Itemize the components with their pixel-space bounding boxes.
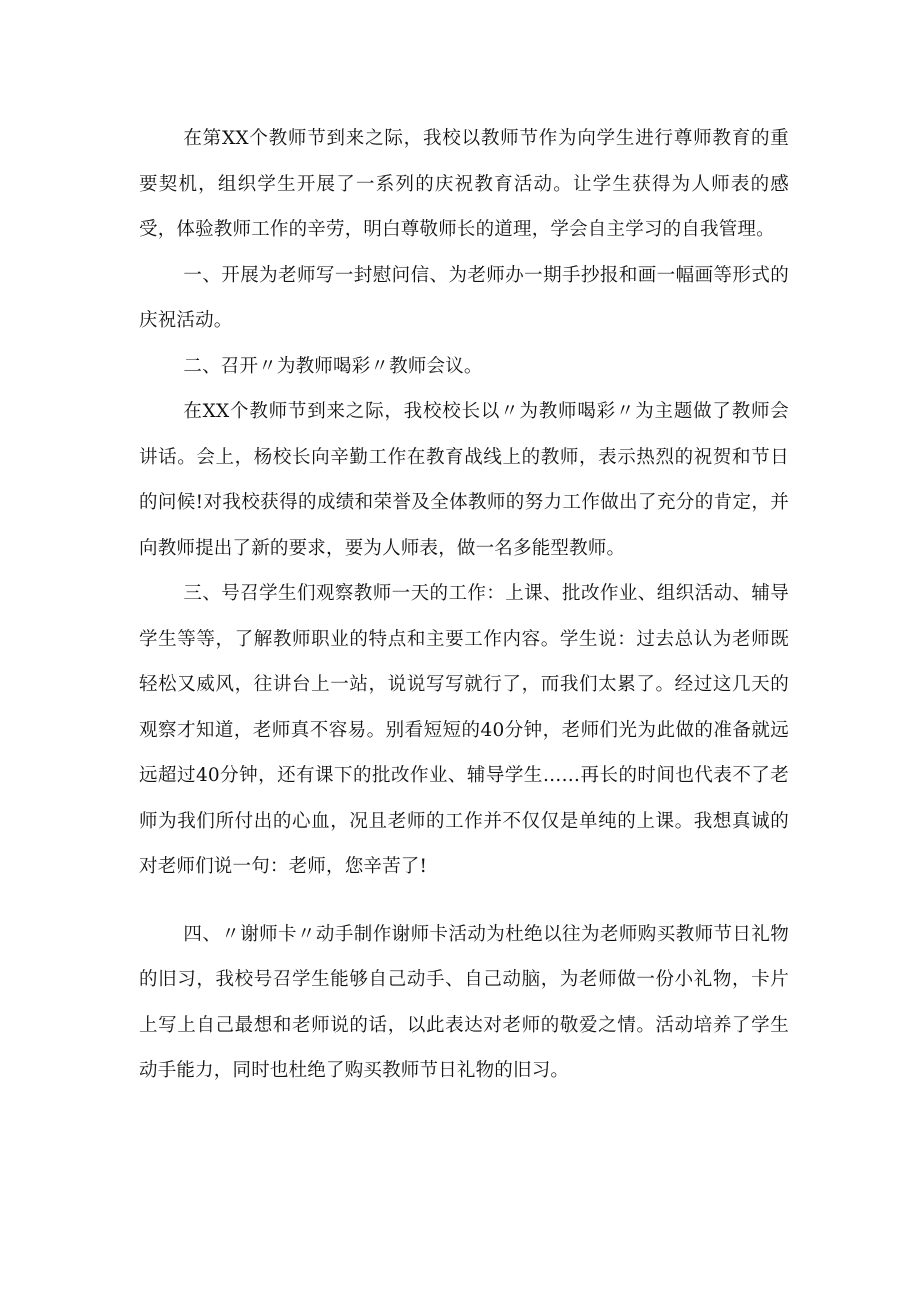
document-body xyxy=(139,116,789,1094)
paragraph-activity-4: 四、〃谢师卡〃动手制作谢师卡活动为杜绝以往为老师购买教师节日礼物的旧习，我校号召学生能够自己动手、自己动脑，为老师做一份小礼物，卡片上写上自己最想和老师说的话，以此表达对老师的敬爱之情。活动培养了学生动手能力，同时也杜绝了购买教师节日礼物的旧习。 xyxy=(139,923,789,1081)
paragraph-activity-1: 一、开展为老师写一封慰问信、为老师办一期手抄报和画一幅画等形式的庆祝活动。 xyxy=(139,264,789,331)
paragraph-activity-3: 三、号召学生们观察教师一天的工作：上课、批改作业、组织活动、辅导学生等等，了解教师职业的特点和主要工作内容。学生说：过去总认为老师既轻松又威风，往讲台上一站，说说写写就行了，而我们太累了。经过这几天的观察才知道，老师真不容易。别看短短的40分钟，老师们光为此做的准备就远远超过40分钟，还有课下的批改作业、辅导学生……再长的时间也代表不了老师为我们所付出的心血，况且老师的工作并不仅仅是单纯的上课。我想真诚的对老师们说一句：老师，您辛苦了! xyxy=(139,583,789,877)
paragraph-activity-2: 二、召开〃为教师喝彩〃教师会议。 xyxy=(183,355,483,377)
paragraph-intro: 在第XX个教师节到来之际，我校以教师节作为向学生进行尊师教育的重要契机，组织学生开展了一系列的庆祝教育活动。让学生获得为人师表的感受，体验教师工作的辛劳，明白尊敬师长的道理，学会自主学习的自我管理。 xyxy=(139,128,789,240)
paragraph-meeting-detail: 在XX个教师节到来之际，我校校长以〃为教师喝彩〃为主题做了教师会讲话。会上，杨校长向辛勤工作在教育战线上的教师，表示热烈的祝贺和节日的问候!对我校获得的成绩和荣誉及全体教师的努力工作做出了充分的肯定，并向教师提出了新的要求，要为人师表，做一名多能型教师。 xyxy=(139,401,789,559)
